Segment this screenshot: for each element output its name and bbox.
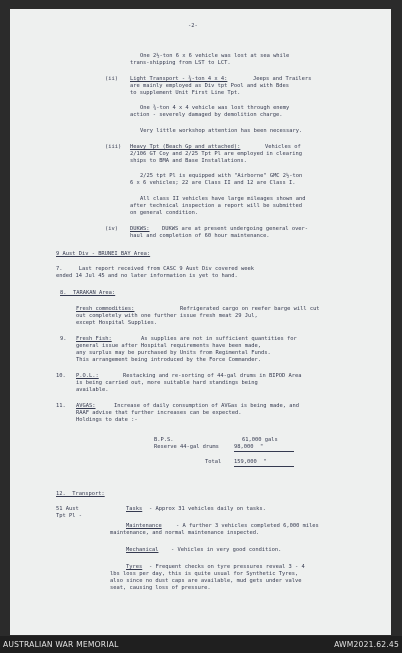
text-line: seat, causing loss of pressure. <box>110 585 211 591</box>
item-number: (iv) <box>105 226 118 232</box>
holding-label: Reserve 44-gal drums <box>154 444 219 450</box>
section-heading: 8. TARAKAN Area: <box>60 290 116 296</box>
item-heading: Light Transport - ¾-ton 4 x 4: <box>130 76 228 82</box>
item-number: 11. <box>56 403 66 409</box>
item-number: (ii) <box>105 76 118 82</box>
text-line: Refrigerated cargo on reefer barge will cut <box>180 306 320 312</box>
item-number: 10. <box>56 373 66 379</box>
item-heading: Heavy Tpt (Beach Gp and attached): <box>130 144 241 150</box>
text-line: also since no dust caps are available, mud gets under valve <box>110 578 302 584</box>
item-heading: Mechanical <box>126 547 159 553</box>
holding-value: 98,000 " <box>234 444 264 450</box>
text-line: 7. Last report received from CASC 9 Aust Div covered week <box>56 266 254 272</box>
text-line: This arrangement being introduced by the Force Commander. <box>76 357 261 363</box>
text-line: 2/106 GT Coy and 2/25 Tpt Pl are employed in clearing <box>130 151 303 157</box>
text-line: is being carried out, more suitable hard standings being <box>76 380 258 386</box>
text-line: - A further 3 vehicles completed 6,000 miles <box>176 523 319 529</box>
unit-label: 51 Aust <box>56 506 79 512</box>
text-line: RAAF advise that further increases can be expected. <box>76 410 242 416</box>
text-line: Jeeps and Trailers <box>253 76 312 82</box>
text-line: DUKWS are at present undergoing general over- <box>162 226 309 232</box>
page-number: -2- <box>188 23 198 29</box>
sum-rule <box>234 451 294 452</box>
text-line: Restacking and re-sorting of 44-gal drums in BIPOD Area <box>123 373 302 379</box>
text-line: lbs loss per day, this is quite usual for Synthetic Tyres, <box>110 571 299 577</box>
text-line: - Approx 31 vehicles daily on tasks. <box>149 506 266 512</box>
item-heading: AVGAS: <box>76 403 96 409</box>
holding-label: B.P.S. <box>154 437 174 443</box>
text-line: action - severely damaged by demolition charge. <box>130 112 283 118</box>
item-heading: P.O.L.: <box>76 373 99 379</box>
text-line: One 2½-ton 6 x 6 vehicle was lost at sea while <box>140 53 290 59</box>
holding-value: 61,000 gals <box>242 437 278 443</box>
item-heading: DUKWS: <box>130 226 150 232</box>
text-line: One ¾-ton 4 x 4 vehicle was lost through enemy <box>140 105 290 111</box>
text-line: All class II vehicles have large mileages shown and <box>140 196 306 202</box>
total-rule <box>234 466 294 467</box>
item-number: (iii) <box>105 144 122 150</box>
total-value: 159,000 " <box>234 459 267 465</box>
text-line: 6 x 6 vehicles; 22 are Class II and 12 are Class I. <box>130 180 296 186</box>
text-line: to supplement Unit First Line Tpt. <box>130 90 241 96</box>
archive-footer <box>0 636 402 653</box>
total-label: Total <box>205 459 222 465</box>
unit-label: Tpt Pl - <box>56 513 82 519</box>
item-heading: Tyres <box>126 564 143 570</box>
text-line: haul and completion of 60 hour maintenance. <box>130 233 270 239</box>
text-line: ships to BMA and Base Installations. <box>130 158 247 164</box>
text-line: Vehicles of <box>265 144 301 150</box>
text-line: Holdings to date :- <box>76 417 138 423</box>
text-line: - Vehicles in very good condition. <box>171 547 282 553</box>
footer-catalogue-id: AWM2021.62.45 <box>334 640 399 649</box>
text-line: ended 14 Jul 45 and no later information is yet to hand. <box>56 273 238 279</box>
text-line: available. <box>76 387 109 393</box>
text-line: general issue after Hospital requirements have been made, <box>76 343 261 349</box>
text-line: Very little workshop attention has been necessary. <box>140 128 303 134</box>
footer-institution: AUSTRALIAN WAR MEMORIAL <box>3 640 119 649</box>
item-heading: Maintenance <box>126 523 162 529</box>
text-line: As supplies are not in sufficient quantities for <box>141 336 297 342</box>
text-line: out completely with one further issue fresh meat 29 Jul, <box>76 313 258 319</box>
text-line: are mainly employed as Div tpt Pool and with Bdes <box>130 83 290 89</box>
text-line: maintenance, and normal maintenance inspected. <box>110 530 260 536</box>
item-heading: Tasks <box>126 506 143 512</box>
text-line: except Hospital Supplies. <box>76 320 158 326</box>
text-line: on general condition. <box>130 210 199 216</box>
text-line: - Frequent checks on tyre pressures reveal 3 - 4 <box>149 564 305 570</box>
section-heading: 12. Transport: <box>56 491 105 497</box>
item-number: 9. <box>60 336 67 342</box>
section-heading: 9 Aust Div - BRUNEI BAY Area: <box>56 251 151 257</box>
text-line: trans-shipping from LST to LCT. <box>130 60 231 66</box>
text-line: after technical inspection a report will be submitted <box>130 203 303 209</box>
text-line: any surplus may be purchased by Units from Regimental Funds. <box>76 350 271 356</box>
text-line: Increase of daily consumption of AVGas is being made, and <box>114 403 299 409</box>
text-line: 2/25 tpt Pl is equipped with "Airborne" GMC 2½-ton <box>140 173 303 179</box>
document-page <box>10 9 391 635</box>
item-heading: Fresh Fish: <box>76 336 112 342</box>
item-heading: Fresh commodities: <box>76 306 135 312</box>
